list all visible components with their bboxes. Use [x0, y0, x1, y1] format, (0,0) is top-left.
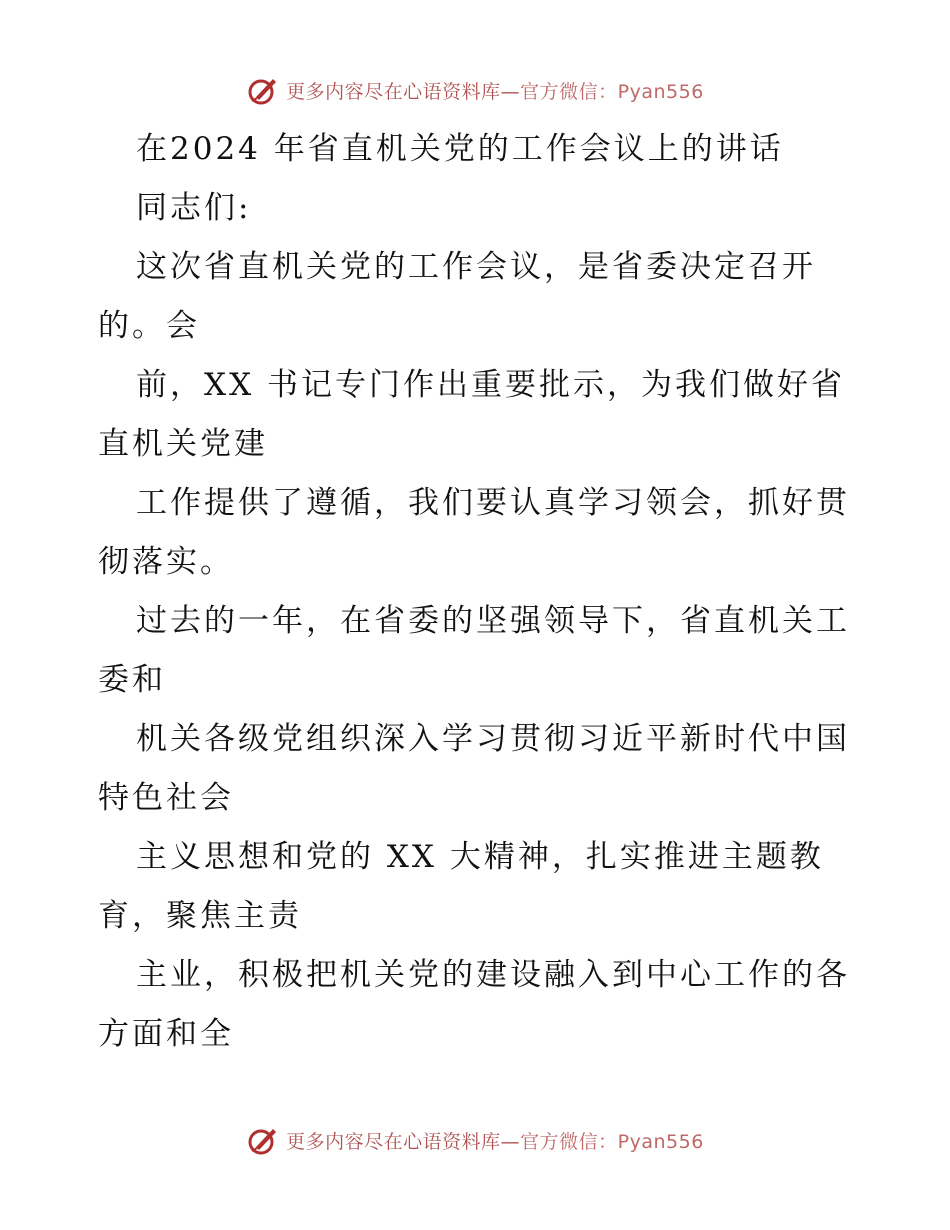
paragraph-line: 直机关党建: [98, 426, 268, 462]
paragraph-line: 的。会: [98, 308, 200, 344]
paragraph-line: 彻落实。: [98, 544, 234, 580]
watermark-site-text: 更多内容尽在心语资料库: [286, 1130, 501, 1153]
watermark-text: [286, 1127, 704, 1154]
paragraph-line: 方面和全: [98, 1016, 234, 1052]
watermark-site-text: 更多内容尽在心语资料库: [286, 80, 501, 103]
document-title-line: 在2024 年省直机关党的工作会议上的讲话: [136, 131, 784, 167]
document-body: [98, 120, 858, 1064]
paragraph-line: 过去的一年，在省委的坚强领导下，省直机关工: [136, 603, 850, 639]
watermark-dash: —: [500, 1130, 521, 1153]
paragraph-line: 前，XX 书记专门作出重要批示，为我们做好省: [136, 367, 845, 403]
paragraph-line: 育，聚焦主责: [98, 898, 302, 934]
watermark-contact-text: 官方微信：Pyan556: [520, 80, 704, 103]
header-watermark: [0, 70, 950, 110]
paragraph-line: 工作提供了遵循，我们要认真学习领会，抓好贯: [136, 485, 850, 521]
watermark-dash: —: [500, 80, 521, 103]
quill-seal-icon: [246, 1123, 280, 1157]
paragraph-line: 特色社会: [98, 780, 234, 816]
quill-seal-icon: [246, 73, 280, 107]
paragraph-line: 机关各级党组织深入学习贯彻习近平新时代中国: [136, 721, 850, 757]
paragraph-line: 这次省直机关党的工作会议，是省委决定召开: [136, 249, 816, 285]
paragraph-line: 主义思想和党的 XX 大精神，扎实推进主题教: [136, 839, 824, 875]
salutation-line: 同志们:: [136, 190, 252, 226]
watermark-contact-text: 官方微信：Pyan556: [520, 1130, 704, 1153]
paragraph-line: 主业，积极把机关党的建设融入到中心工作的各: [136, 957, 850, 993]
footer-watermark: [0, 1120, 950, 1160]
watermark-text: [286, 77, 704, 104]
paragraph-line: 委和: [98, 662, 166, 698]
